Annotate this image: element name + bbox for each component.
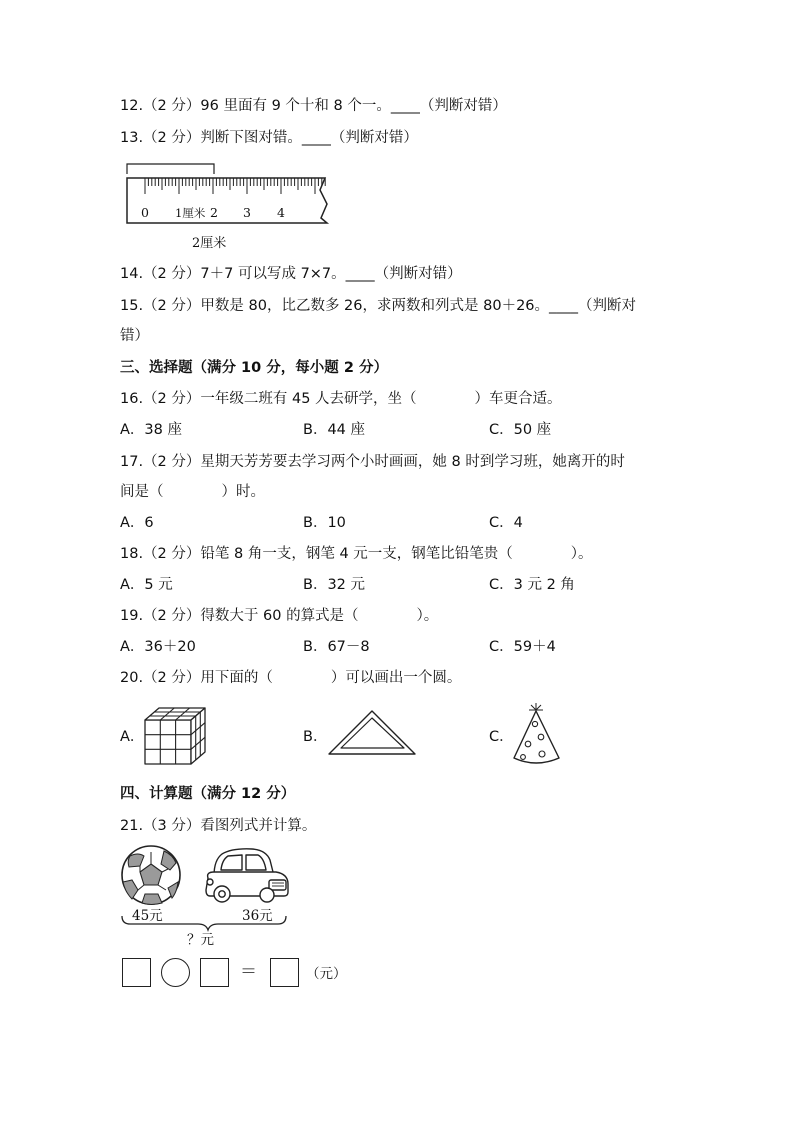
question-17-line-2: 间是（ ）时。 [120,484,265,500]
question-21: 21.（3 分）看图列式并计算。 [120,818,317,834]
q16-option-b: B．44 座 [303,422,366,438]
rubiks-cube-figure [143,706,209,770]
question-17-line-1: 17.（2 分）星期天芳芳要去学习两个小时画画，她 8 时到学习班，她离开的时 [120,454,625,470]
answer-box-1[interactable] [122,958,151,987]
q16-option-a: A．38 座 [120,422,182,438]
q19-option-b: B．67－8 [303,639,370,655]
q18-option-b: B．32 元 [303,577,366,593]
ruler-caption: 2厘米 [192,236,227,251]
ruler-drawing [122,160,337,252]
party-hat-figure [511,702,563,772]
ruler-number-2: 2 [210,205,218,220]
ruler-figure [122,160,337,252]
question-12: 12.（2 分）96 里面有 9 个十和 8 个一。____（判断对错） [120,98,507,114]
equals-sign: ＝ [240,962,257,982]
question-16: 16.（2 分）一年级二班有 45 人去研学，坐（ ）车更合适。 [120,391,562,407]
q18-option-a: A．5 元 [120,577,173,593]
q20-option-c-label: C． [489,729,514,745]
cube-icon [143,706,209,766]
q18-option-c: C．3 元 2 角 [489,577,575,593]
soccer-ball-icon [122,846,180,905]
question-18: 18.（2 分）铅笔 8 角一支，钢笔 4 元一支，钢笔比铅笔贵（ ）。 [120,546,593,562]
q19-option-a: A．36＋20 [120,639,196,655]
set-square-figure [327,708,419,762]
section-4-heading: 四、计算题（满分 12 分） [120,786,296,802]
ruler-number-3: 3 [243,205,251,220]
q16-option-c: C．50 座 [489,422,552,438]
question-13: 13.（2 分）判断下图对错。____（判断对错） [120,130,418,146]
question-19: 19.（2 分）得数大于 60 的算式是（ ）。 [120,608,439,624]
answer-box-2[interactable] [200,958,229,987]
question-15-line-1: 15.（2 分）甲数是 80，比乙数多 26，求两数和列式是 80＋26。____（判断对 [120,298,637,314]
question-20: 20.（2 分）用下面的（ ）可以画出一个圆。 [120,670,462,686]
question-15-line-2: 错） [120,328,149,344]
question-14: 14.（2 分）7＋7 可以写成 7×7。____（判断对错） [120,266,462,282]
ruler-number-0: 0 [141,205,149,220]
q17-option-a: A．6 [120,515,154,531]
toy-car-icon [206,849,288,902]
q20-option-b-label: B． [303,729,328,745]
total-price-unknown: ？元 [187,932,214,948]
triangle-ruler-icon [327,708,419,758]
q17-option-c: C．4 [489,515,523,531]
ruler-number-1cm: 1厘米 [175,206,206,220]
q17-option-b: B．10 [303,515,346,531]
operator-circle[interactable] [161,958,190,987]
q19-option-c: C．59＋4 [489,639,556,655]
ball-price: 45元 [132,908,163,924]
ruler-number-4: 4 [277,205,285,220]
yuan-unit: （元） [306,966,347,982]
answer-box-result[interactable] [270,958,299,987]
car-price: 36元 [242,908,273,924]
cone-hat-icon [511,702,563,768]
q20-option-a-label: A． [120,729,145,745]
section-3-heading: 三、选择题（满分 10 分，每小题 2 分） [120,360,388,376]
q21-picture [118,842,298,948]
